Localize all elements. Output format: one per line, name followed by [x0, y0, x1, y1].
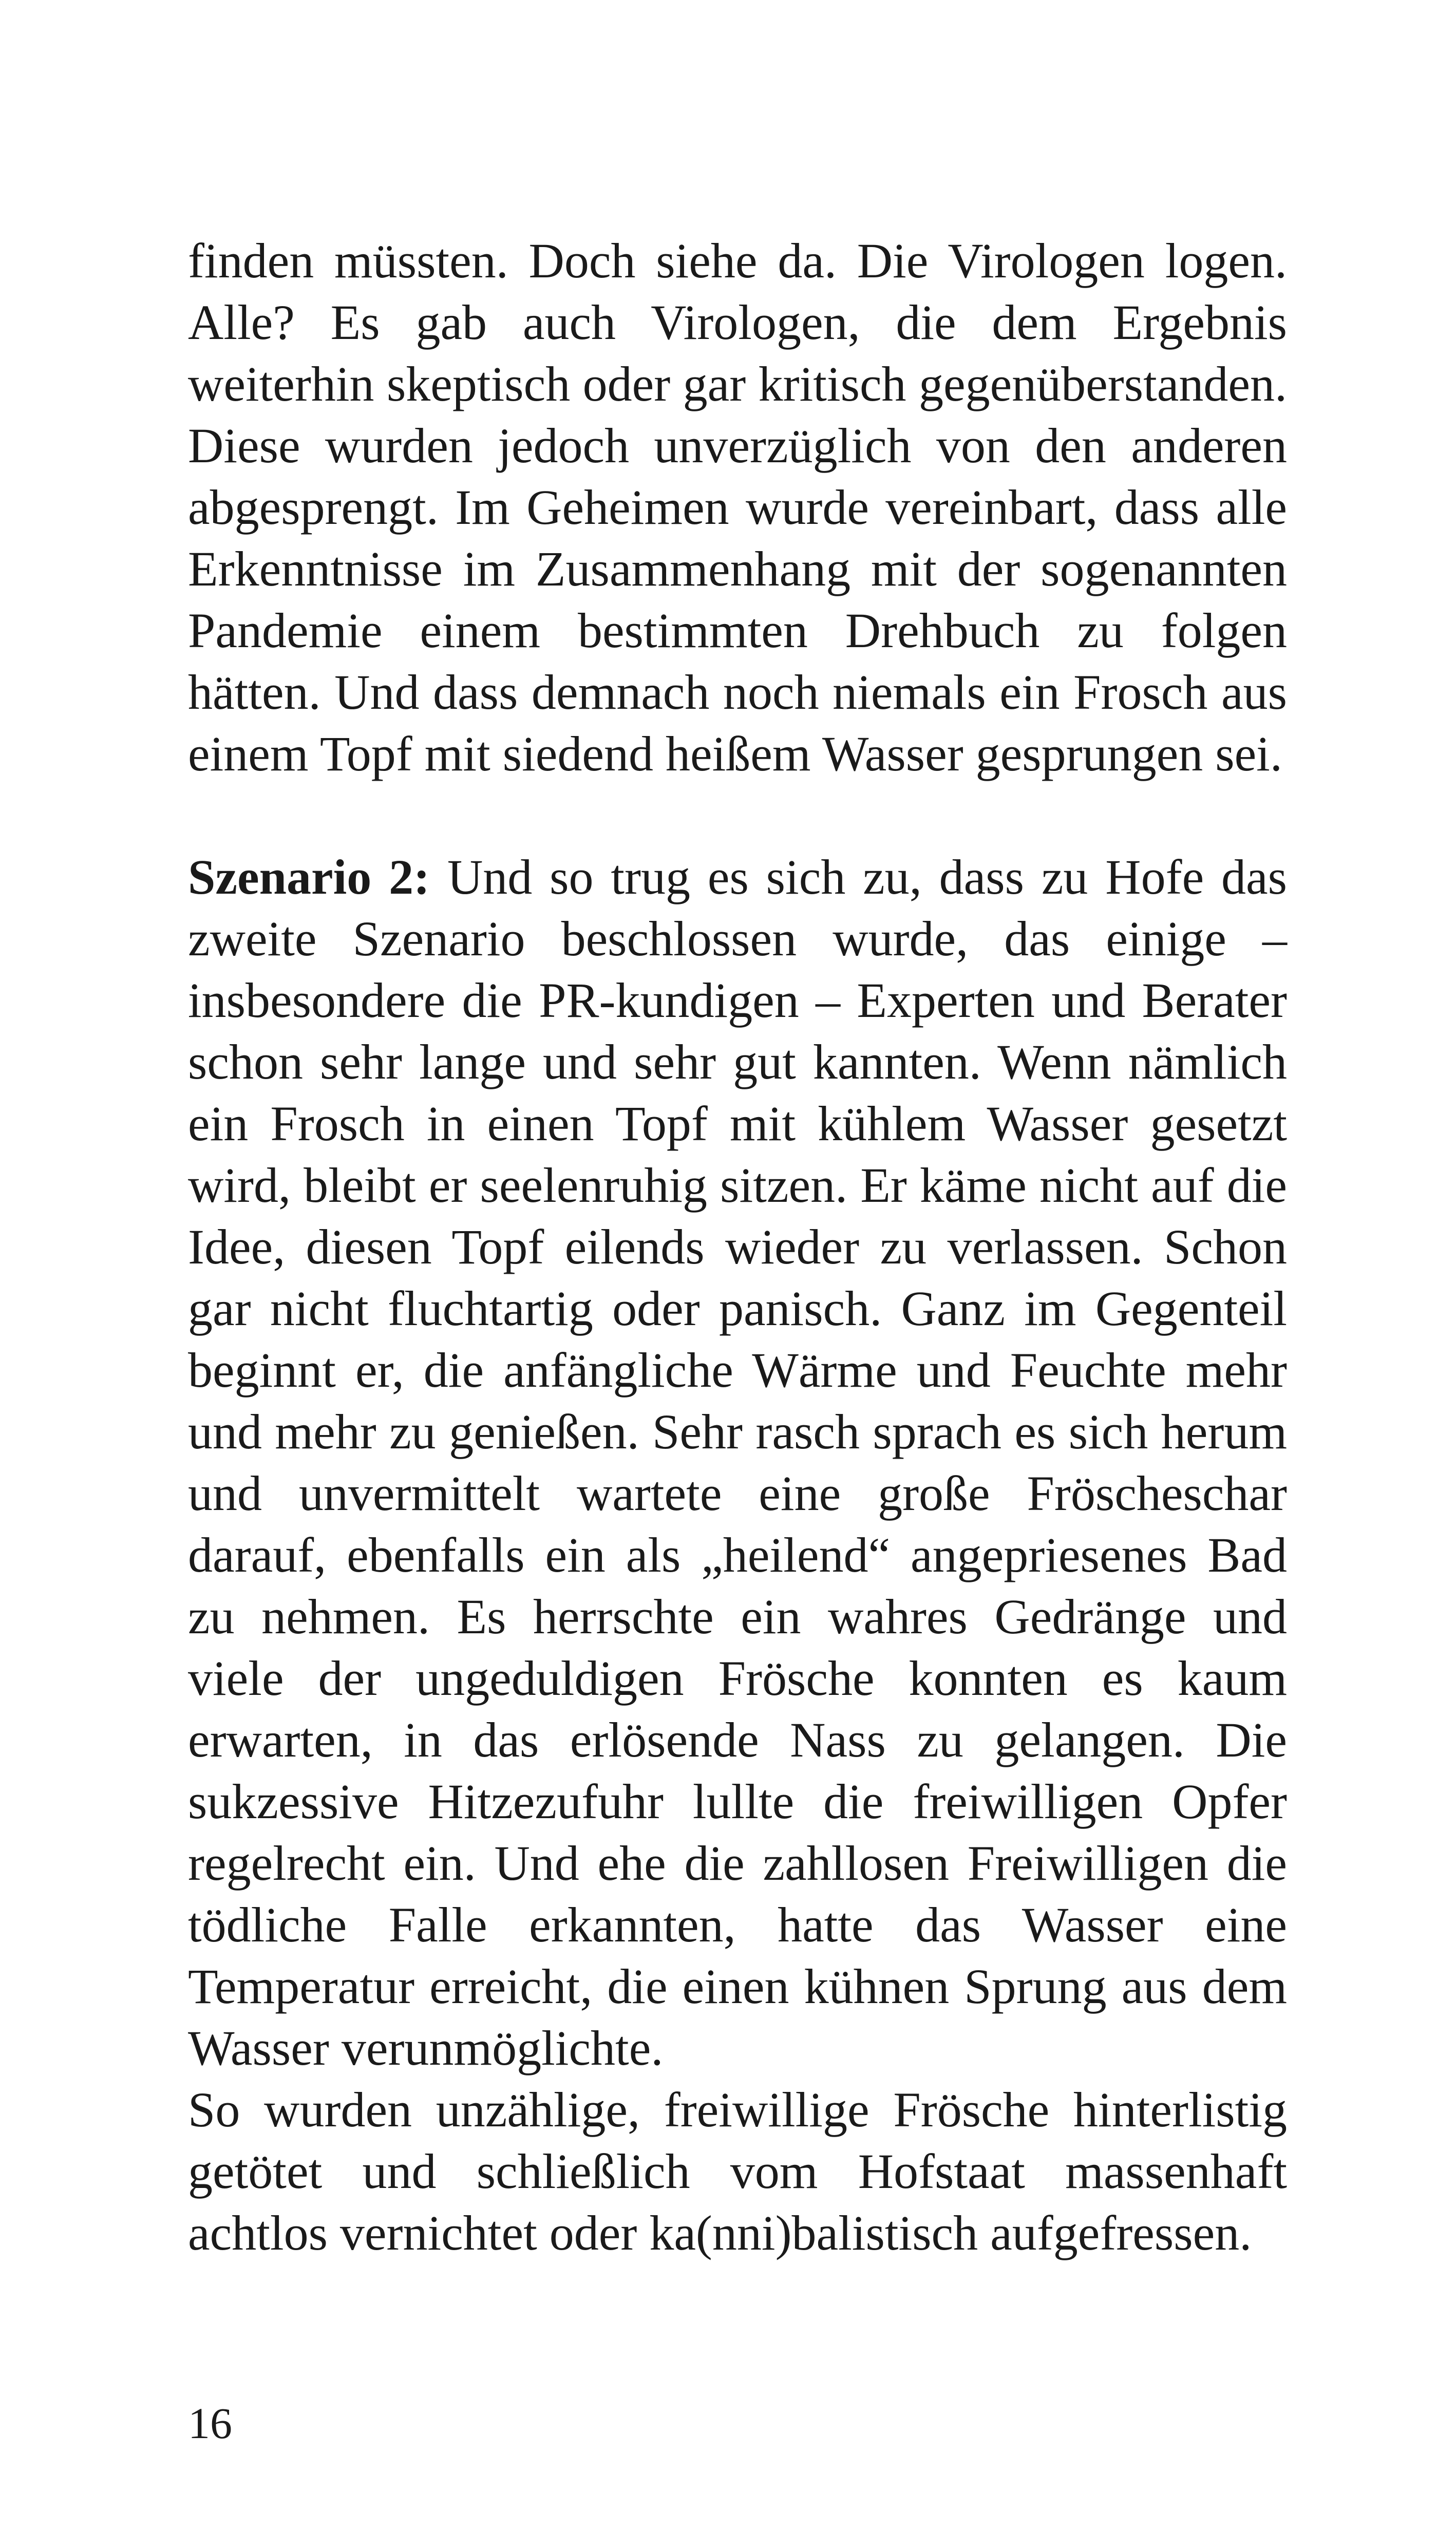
scenario-heading: Szenario 2: — [188, 850, 430, 904]
paragraph-3 — [188, 2079, 1287, 2264]
paragraph-2-text: Und so trug es sich zu, dass zu Hofe das zweite Szenario beschlossen wurde, das einige – insbesondere die PR-kundigen – Experten und Berater schon sehr lange und sehr gut kannten. Wenn nämlich ein Frosch in einen Topf mit kühlem Wasser gesetzt wird, bleibt er seelenruhig sitzen. Er käme nicht auf die Idee, diesen Topf eilends wieder zu verlassen. Schon gar nicht fluchtartig oder panisch. Ganz im Gegenteil beginnt er, die anfängliche Wärme und Feuchte mehr und mehr zu genießen. Sehr rasch sprach es sich herum und unvermittelt wartete eine große Fröscheschar darauf, ebenfalls ein als „heilend“ angepriesenes Bad zu nehmen. Es herrschte ein wahres Gedränge und viele der ungeduldigen Frösche konnten es kaum erwarten, in das erlösende Nass zu gelangen. Die sukzessive Hitzezufuhr lullte die freiwilligen Opfer regelrecht ein. Und ehe die zahllosen Freiwilligen die tödliche Falle erkannten, hatte das Wasser eine Temperatur erreicht, die einen kühnen Sprung aus dem Wasser verunmöglichte. — [188, 850, 1288, 2075]
paragraph-1 — [188, 230, 1287, 785]
paragraph-3-text: So wurden unzählige, freiwillige Frösche hinterlistig getötet und schließlich vom Hofstaat massenhaft achtlos vernichtet oder ka(nni)balistisch aufgefressen. — [188, 2082, 1287, 2260]
paragraph-1-text: finden müssten. Doch siehe da. Die Virologen logen. Alle? Es gab auch Virologen, die dem Ergebnis weiterhin skeptisch oder gar kritisch gegenüberstanden. Diese wurden jedoch unverzüglich von den anderen abgesprengt. Im Geheimen wurde vereinbart, dass alle Erkenntnisse im Zusammenhang mit der sogenannten Pandemie einem bestimmten Drehbuch zu folgen hätten. Und dass demnach noch niemals ein Frosch aus einem Topf mit siedend heißem Wasser gesprungen sei. — [188, 233, 1287, 781]
page-number: 16 — [188, 2399, 232, 2448]
page-body — [188, 230, 1287, 2264]
paragraph-2 — [188, 846, 1287, 2079]
